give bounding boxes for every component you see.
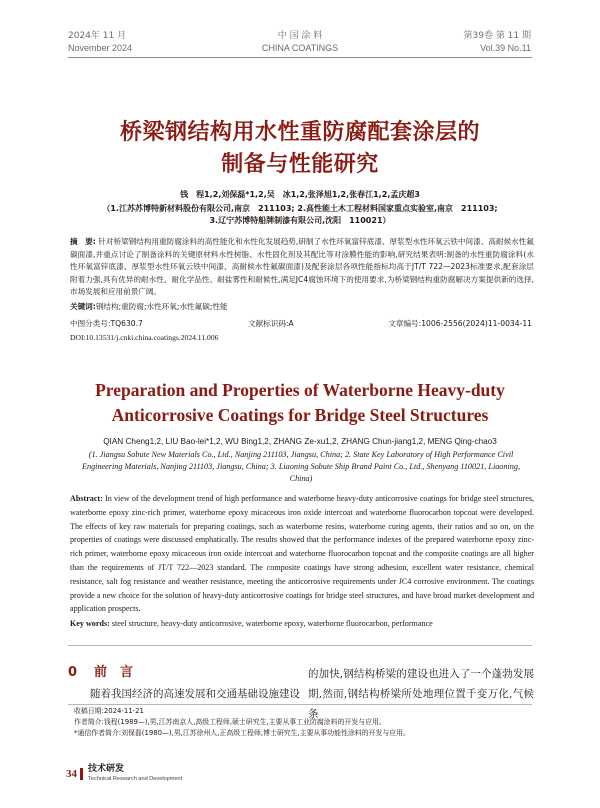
affiliations-en: (1. Jiangsu Sobute New Materials Co., Ltd., Nanjing 211103, Jiangsu, China; 2. State Key Laboratory of High Performance Civil Engineering Materials, Nanjing 211103, Jiangsu, China; 3. Liaoning Sobute Ship Brand Paint Co., Ltd., Shenyang 110021, Liaoning, China) <box>81 450 521 483</box>
footnote-divider <box>68 704 532 705</box>
header-volume-en: Vol.39 No.11 <box>480 43 531 53</box>
page-number: 34 <box>66 768 77 780</box>
title-en-line1: Preparation and Properties of Waterborne Heavy-duty <box>95 380 505 400</box>
abstract-cn-text: 针对桥梁钢结构用重防腐涂料的高性能化和水性化发展趋势,研制了水性环氧富锌底漆、厚浆型水性环氧云铁中间漆、高耐候水性氟碳面漆,并重点讨论了制备涂料的关键原材料水性树脂、水性固化剂及其配比等对涂膜性能的影响,研究结果表明:制备的水性重防腐涂料(水性环氧富锌底漆、厚浆型水性环氧云铁中间漆、高耐候水性氟碳面漆)及配套涂层各项性能指标均高于JT/T 722—2023标准要求,配套涂层附着力强,具有优异的耐水性、耐化学品性、耐盐雾性和耐候性,满足JC4腐蚀环境下的使用要求,为桥梁钢结构重防腐解决方案提供新的选择,市场发展和应用前景广阔。 <box>70 237 534 296</box>
abstract-cn <box>70 236 534 299</box>
header-journal-cn: 中 国 涂 料 <box>277 31 323 41</box>
header-volume <box>464 30 532 54</box>
title-cn-line1: 桥梁钢结构用水性重防腐配套涂层的 <box>119 120 480 145</box>
keywords-cn <box>70 301 534 313</box>
affiliations-cn-line2: 3.辽宁苏博特船牌制漆有限公司,沈阳 110021） <box>209 216 391 225</box>
footer-column-cn: 技术研发 <box>88 764 125 774</box>
authors-en: QIAN Cheng1,2, LIU Bao-lei*1,2, WU Bing1,2, ZHANG Ze-xu1,2, ZHANG Chun-jiang1,2, MENG Qing-chao3 <box>103 437 497 446</box>
authors-cn: 钱 程1,2,刘保磊*1,2,吴 冰1,2,张泽旭1,2,张春江1,2,孟庆超3 <box>180 190 420 199</box>
footnote-author-bio: 作者简介:钱程(1989—),男,江苏南京人,高级工程师,硕士研究生,主要从事工业防腐涂料的开发与应用。 <box>74 718 386 726</box>
header-date-en: November 2024 <box>68 43 133 53</box>
section-title: 前 言 <box>94 665 134 680</box>
footer-column-en: Technical Research and Development <box>88 776 183 782</box>
body-divider <box>68 645 532 646</box>
keywords-en-text: steel structure, heavy-duty anticorrosive, waterborne epoxy, waterborne fluorocarbon, performance <box>111 619 433 628</box>
header-date-cn: 2024年 11 月 <box>68 31 127 41</box>
header-volume-cn: 第39卷 第 11 期 <box>463 31 531 41</box>
abstract-en-text: In view of the development trend of high performance and waterborne heavy-duty anticorrosive coatings for bridge steel structures, waterborne epoxy zinc-rich primer, waterborne epoxy micaceous iron oxide intercoat and waterborne fluorocarbon topcoat were developed. The effects of key raw materials for preparing coatings, such as waterborne resins, waterborne curing agents, their ratios and so on, on the properties of coatings were discussed emphatically. The results showed that the performance indexes of the prepared waterborne epoxy zinc-rich primer, waterborne epoxy micaceous iron oxide intercoat and waterborne fluorocarbon topcoat and the composite coatings are all higher than the requirements of JT/T 722—2023 standard. The composite coatings have strong adhesion, excellent water resistance, chemical resistance, salt fog resistance and weather resistance, meeting the anticorrosive requirements under JC4 corrosive environment. The coatings provide a new choice for the solution of heavy-duty anticorrosive coatings for bridge steel structures, and have broad market development and application prospects. <box>70 494 534 614</box>
keywords-cn-label: 关键词: <box>70 302 96 311</box>
title-cn <box>0 117 600 181</box>
title-en <box>0 378 600 428</box>
footnote-corresponding: *通信作者简介:刘保磊(1980—),男,江苏徐州人,正高级工程师,博士研究生,主要从事功能性涂料的开发与应用。 <box>74 729 410 737</box>
header-journal-en: CHINA COATINGS <box>261 43 339 53</box>
body-left-column: 随着我国经济的高速发展和交通基础设施建设 <box>90 688 300 700</box>
footer-accent-bar <box>80 768 83 780</box>
keywords-en <box>70 618 534 630</box>
clc-number: 中图分类号:TQ630.7 <box>70 319 143 328</box>
affiliations-cn-line1: （1.江苏苏博特新材料股份有限公司,南京 211103; 2.高性能土木工程材料国家重点实验室,南京 211103; <box>102 204 498 213</box>
title-en-line2: Anticorrosive Coatings for Bridge Steel Structures <box>111 405 489 425</box>
footnote-received: 收稿日期:2024-11-21 <box>74 707 144 715</box>
keywords-en-label: Key words: <box>70 619 110 628</box>
header-divider <box>68 57 532 58</box>
abstract-en <box>70 492 534 616</box>
abstract-cn-label: 摘 要: <box>70 237 96 246</box>
document-code: 文献标识码:A <box>248 319 294 328</box>
section-number: 0 <box>68 665 78 680</box>
title-cn-line2: 制备与性能研究 <box>221 152 379 177</box>
body-right-column: 的加快,钢结构桥梁的建设也进入了一个蓬勃发展期,然而,钢结构桥梁所处地理位置千变万化,气候条 <box>308 668 534 720</box>
affiliations-cn <box>70 203 530 227</box>
section-heading <box>68 664 133 682</box>
footer-column-label <box>88 764 182 783</box>
keywords-cn-text: 钢结构;重防腐;水性环氧;水性氟碳;性能 <box>95 302 228 311</box>
abstract-en-label: Abstract: <box>70 494 103 503</box>
doi-link[interactable]: DOI:10.13531/j.cnki.china.coatings.2024.11.006 <box>70 333 219 342</box>
article-number: 文章编号:1006-2556(2024)11-0034-11 <box>388 319 532 328</box>
